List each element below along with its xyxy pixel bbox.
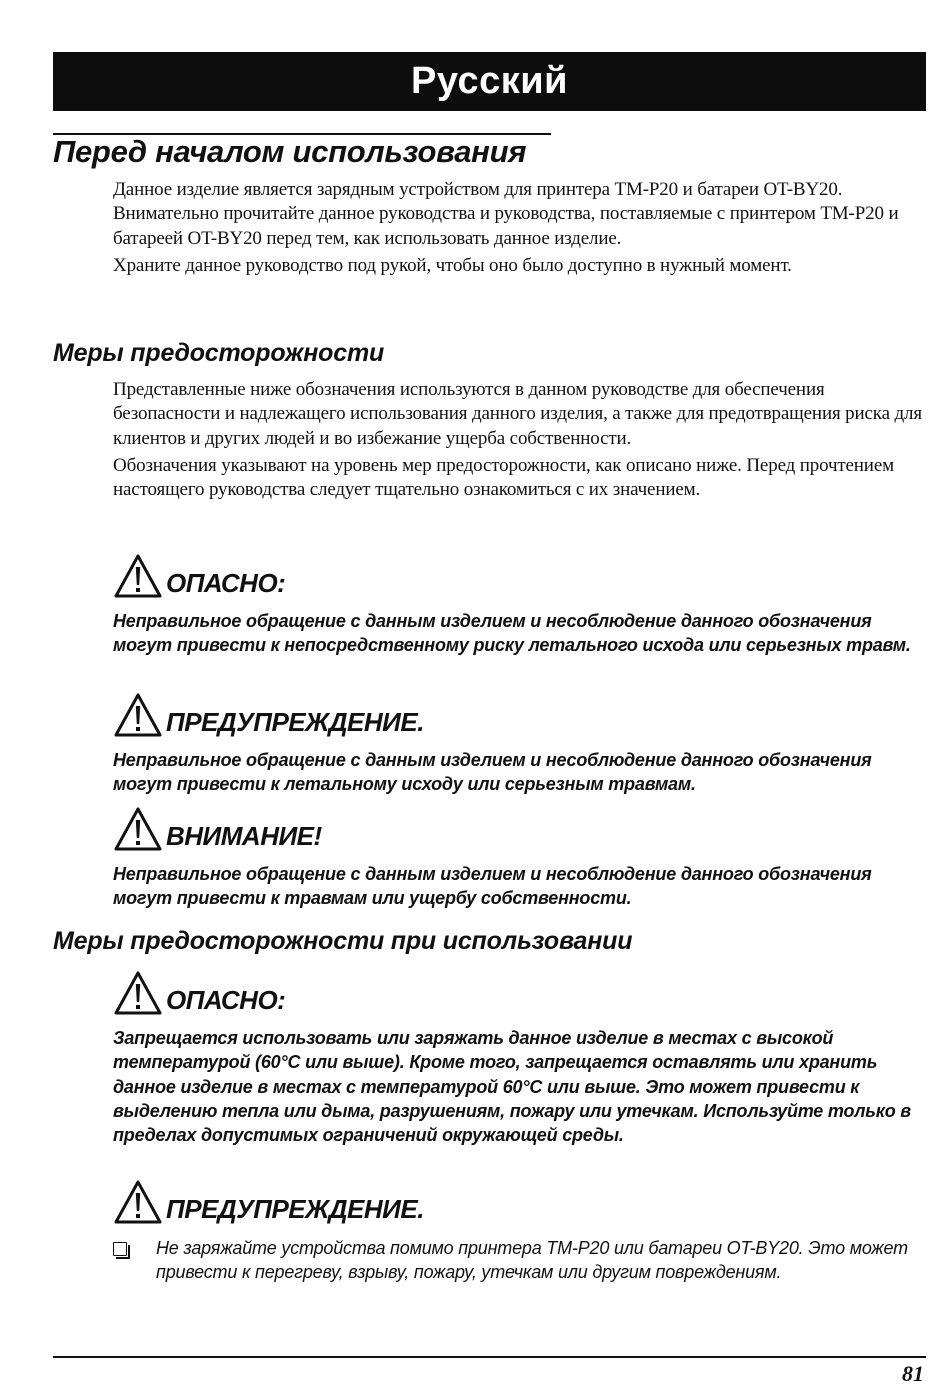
paragraph: Представленные ниже обозначения используются в данном руководстве для обеспечения безопасности и надлежащего использования данного изделия, а также для предотвращения риска для клиентов и других людей и во избежание ущерба собственности.	[113, 379, 922, 449]
signal-label: ПРЕДУПРЕЖДЕНИЕ.	[166, 1194, 424, 1224]
paragraph: Храните данное руководство под рукой, чтобы оно было доступно в нужный момент.	[113, 254, 792, 276]
precautions-body	[113, 378, 931, 505]
paragraph: Данное изделие является зарядным устройством для принтера TM-P20 и батареи OT-BY20. Внимательно прочитайте данное руководства и руководства, поставляемые с принтером TM-P20 и батареей OT-BY20 перед тем, как использовать данное изделие.	[113, 179, 899, 249]
usage-danger-description: Запрещается использовать или заряжать данное изделие в местах с высокой температурой (60°C или выше). Кроме того, запрещается оставлять или хранить данное изделие в местах с температурой 60°C или выше. Это может привести к выделению тепла или дыма, разрушениям, пожару или утечкам. Используйте только в пределах допустимых ограничений окружающей среды.	[113, 1028, 911, 1146]
signal-label: ОПАСНО:	[166, 985, 286, 1015]
signal-label: ОПАСНО:	[166, 568, 286, 598]
warning-triangle-icon	[113, 1179, 163, 1225]
checkbox-bullet-icon	[113, 1242, 127, 1256]
warning-description: Неправильное обращение с данным изделием и несоблюдение данного обозначения могут привести к летальному исходу или серьезным травмам.	[113, 750, 872, 795]
usage-danger-signal	[113, 970, 285, 1016]
warning-triangle-icon	[113, 970, 163, 1016]
danger-signal	[113, 553, 285, 599]
list-item	[113, 1236, 928, 1285]
signal-label: ВНИМАНИЕ!	[166, 821, 322, 851]
warning-triangle-icon	[113, 806, 163, 852]
before-use-body	[113, 178, 931, 281]
warning-signal	[113, 692, 424, 738]
section-title-usage: Меры предосторожности при использовании	[53, 927, 633, 955]
section-title-precautions: Меры предосторожности	[53, 339, 385, 367]
language-banner	[53, 52, 926, 111]
page-number: 81	[902, 1361, 924, 1386]
danger-description: Неправильное обращение с данным изделием и несоблюдение данного обозначения могут привести к непосредственному риску летального исхода или серьезных травм.	[113, 611, 911, 656]
caution-signal	[113, 806, 322, 852]
section-title-before-use: Перед началом использования	[53, 134, 527, 169]
warning-triangle-icon	[113, 692, 163, 738]
paragraph: Обозначения указывают на уровень мер предосторожности, как описано ниже. Перед прочтением настоящего руководства следует тщательно ознакомиться с их значением.	[113, 454, 894, 501]
caution-description: Неправильное обращение с данным изделием и несоблюдение данного обозначения могут привести к травмам или ущербу собственности.	[113, 864, 872, 909]
language-title: Русский	[410, 60, 569, 102]
footer-rule	[53, 1356, 926, 1358]
signal-label: ПРЕДУПРЕЖДЕНИЕ.	[166, 707, 424, 737]
usage-warning-signal	[113, 1179, 424, 1225]
list-item-text: Не заряжайте устройства помимо принтера TM-P20 или батареи OT-BY20. Это может привести к перегреву, взрыву, пожару, утечкам или другим повреждениям.	[156, 1238, 908, 1283]
warning-triangle-icon	[113, 553, 163, 599]
